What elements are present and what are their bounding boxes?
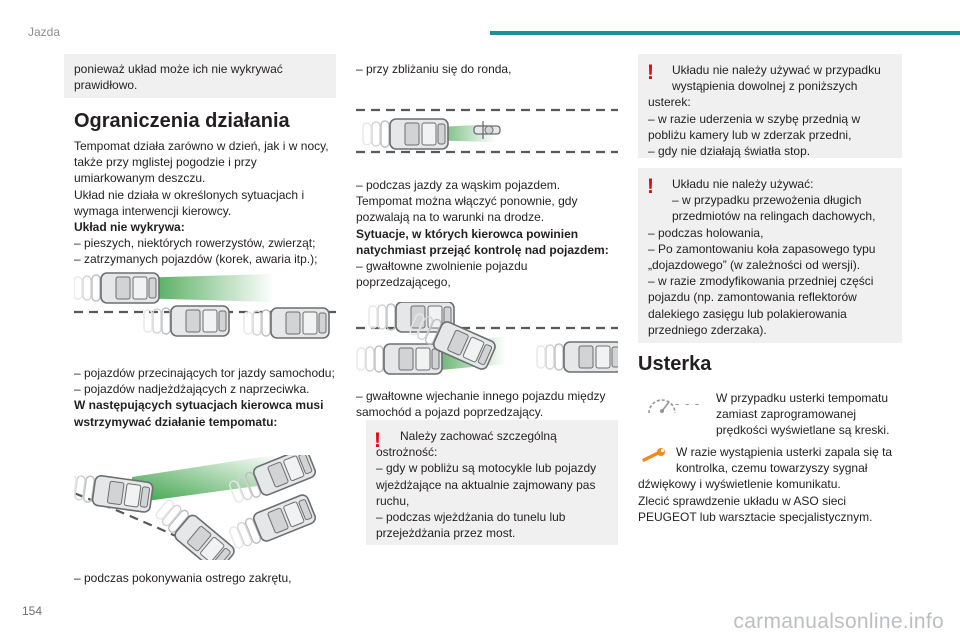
situations-title: W następujących sytuacjach kierowca musi wstrzymywać działanie tempomatu: (74, 398, 324, 429)
cut-in-text (356, 388, 618, 420)
illustration-cut-in (356, 302, 618, 376)
fault-text-3: Zlecić sprawdzenie układu w ASO sieci PEUGEOT lub warsztacie specjalistycznym. (638, 493, 873, 524)
do-not-use-line-4: – w razie zmodyfikowania przedniej części pojazdu (np. zamontowania reflektorów dalekiego zasięgu lub polakierowania przedniego zderzaka). (648, 274, 874, 337)
warning-box-faults (638, 54, 902, 158)
fault-text-2: W razie wystąpienia usterki zapala się ta kontrolka, czemu towarzyszy sygnał (676, 445, 893, 476)
not-detect-item-2: – zatrzymanych pojazdów (korek, awaria itp.); (74, 252, 318, 267)
speed-gauge-icon (645, 393, 715, 419)
takeover-title: Sytuacje, w których kierowca powinien natychmiast przejąć kontrolę nad pojazdem: (356, 226, 609, 257)
note-box (64, 54, 336, 98)
not-detect-more (74, 365, 336, 430)
intro-paragraph-2: Układ nie działa w określonych sytuacjach i wymaga interwencji kierowcy. (74, 187, 305, 218)
not-detect-item-4: – pojazdów nadjeżdżających z naprzeciwka. (74, 382, 310, 397)
not-detect-item-1: – pieszych, niektórych rowerzystów, zwierząt; (74, 236, 316, 251)
resume-note: Tempomat można włączyć ponownie, gdy pozwalają na to warunki na drodze. (356, 194, 578, 225)
fault-lamp-text (638, 444, 902, 525)
chapter-title: Jazda (28, 25, 61, 39)
narrow-vehicle-text (356, 177, 618, 290)
do-not-use-line-3: – Po zamontowaniu koła zapasowego typu „dojazdowego” (w zależności od wersji). (648, 241, 876, 273)
warning-faults-line-1: – w razie uderzenia w szybę przednią w pobliżu kamery lub w zderzak przedni, (648, 111, 861, 142)
not-detect-item-3: – pojazdów przecinających tor jazdy samochodu; (74, 366, 335, 380)
fault-text-2-rest: dźwiękowy i wyświetlenie komunikatu. (638, 477, 841, 492)
illustration-sharp-bend (74, 455, 336, 560)
do-not-use-line-2: – podczas holowania, (648, 225, 764, 240)
note-text: ponieważ układ może ich nie wykrywać prawidłowo. (74, 62, 283, 93)
warning-exclamation-icon: ! (647, 61, 654, 84)
fault-dashes-text (716, 390, 902, 439)
do-not-use-title: Układu nie należy używać: (672, 177, 814, 191)
situation-item-3: – podczas jazdy za wąskim pojazdem. (356, 178, 561, 192)
limitations-intro (74, 138, 336, 268)
watermark: carmanualsonline.info (733, 610, 944, 633)
header-accent-bar (490, 31, 960, 35)
warning-exclamation-icon: ! (647, 175, 654, 198)
situation-item-bend (74, 570, 336, 586)
caution-line-1: – gdy w pobliżu są motocykle lub pojazdy wjeżdżające na aktualnie zajmowany pas ruchu, (376, 461, 597, 508)
caution-title: Należy zachować szczególną ostrożność: (376, 429, 557, 460)
warning-exclamation-icon: ! (374, 429, 381, 452)
section-heading-fault: Usterka (638, 353, 712, 375)
warning-faults-line-2: – gdy nie działają światła stop. (648, 144, 811, 159)
takeover-item-2: – gwałtowne wjechanie innego pojazdu między samochód a pojazd poprzedzający. (356, 389, 606, 420)
caution-box (366, 420, 618, 545)
situation-item-1: – podczas pokonywania ostrego zakrętu, (74, 571, 292, 585)
illustration-narrow-vehicle (356, 102, 618, 162)
page-number: 154 (22, 604, 43, 618)
illustration-lane-change (74, 272, 336, 344)
do-not-use-line-1: – w przypadku przewożenia długich przedmiotów na relingach dachowych, (672, 193, 876, 224)
speed-dashes: - - - (675, 396, 701, 411)
intro-paragraph-1: Tempomat działa zarówno w dzień, jak i w nocy, także przy mglistej pogodzie i przy umiarkowanym deszczu. (74, 139, 329, 186)
not-detect-title: Układ nie wykrywa: (74, 220, 185, 235)
section-heading-limitations: Ograniczenia działania (74, 110, 290, 132)
caution-line-2: – podczas wjeżdżania do tunelu lub przejeżdżania przez most. (376, 510, 566, 541)
roundabout-item (356, 61, 618, 77)
warning-box-do-not-use (638, 168, 902, 343)
situation-item-2: – przy zbliżaniu się do ronda, (356, 62, 512, 76)
warning-faults-rest: usterek: (648, 95, 691, 110)
warning-faults-title: Układu nie należy używać w przypadku wystąpienia dowolnej z poniższych (672, 63, 881, 94)
takeover-item-1: – gwałtowne zwolnienie pojazdu poprzedzającego, (356, 259, 528, 290)
fault-text-1: W przypadku usterki tempomatu zamiast zaprogramowanej prędkości wyświetlane są kreski. (716, 391, 890, 438)
